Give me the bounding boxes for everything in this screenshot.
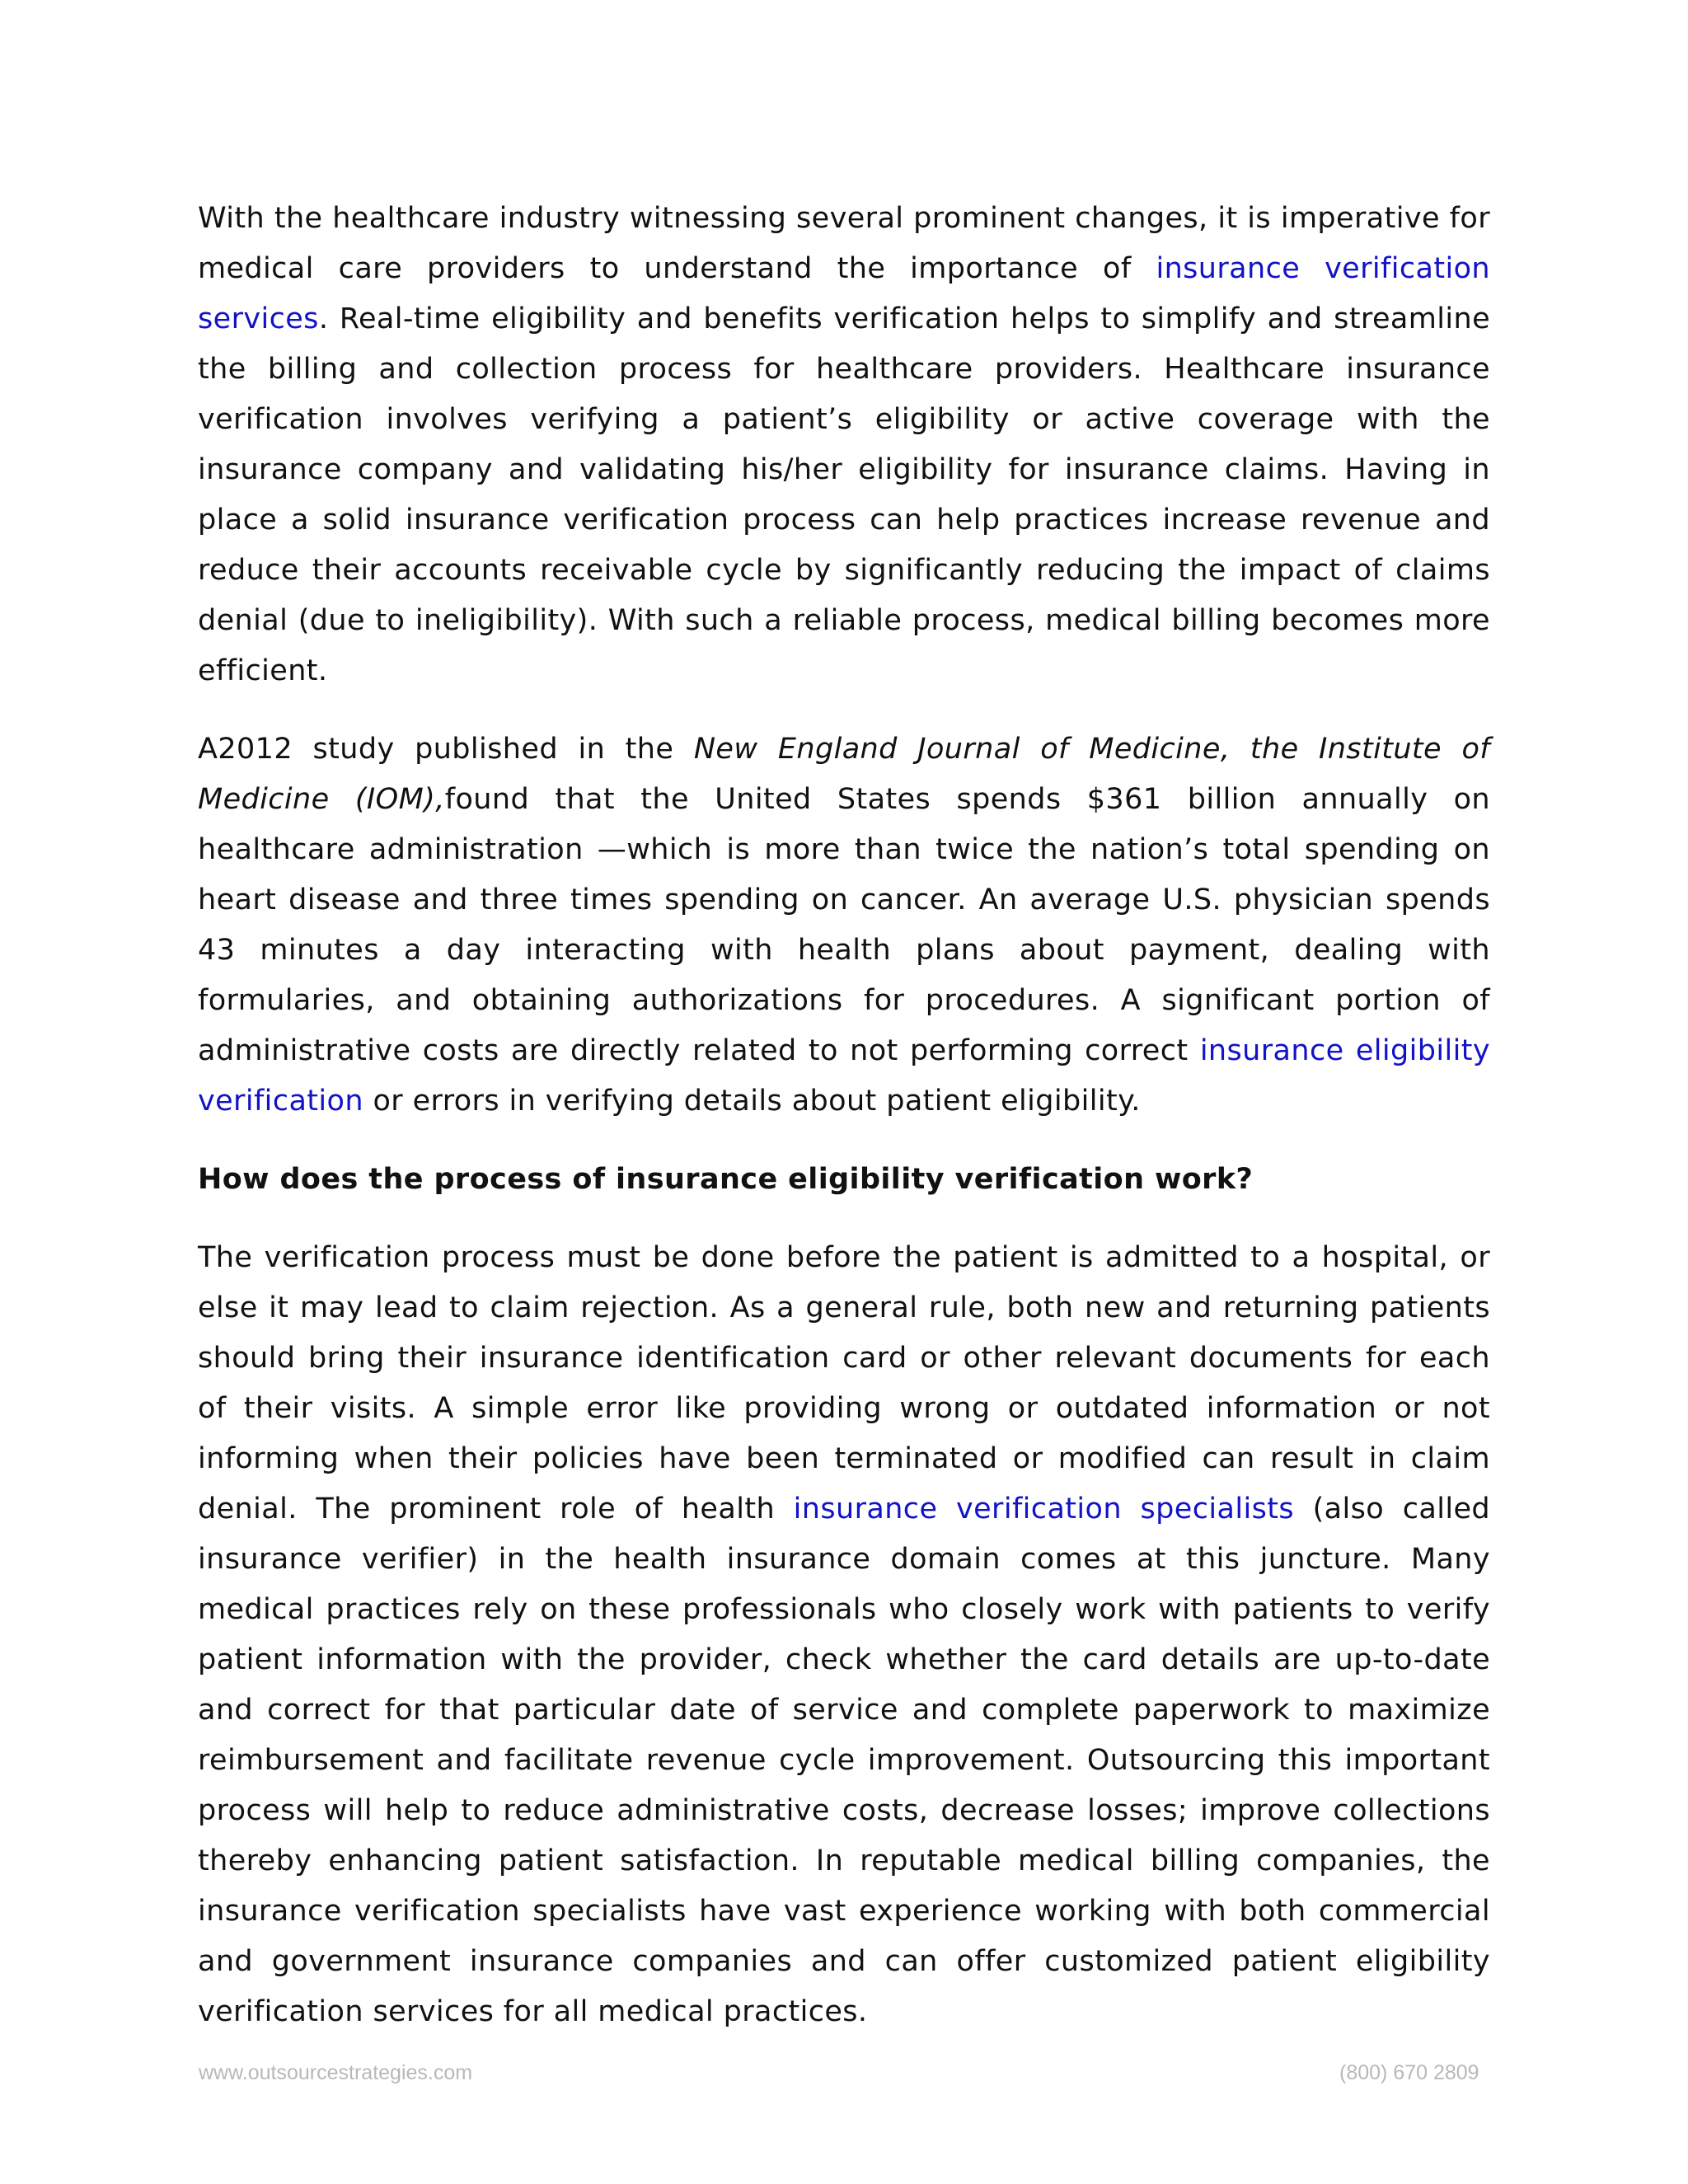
paragraph-process [198,1233,1490,2037]
footer-phone: (800) 670 2809 [1339,2061,1479,2084]
paragraph-intro [198,194,1490,696]
paragraph-intro-text-start: With the healthcare industry witnessing several prominent changes, it is imperative for medical care providers to understand the importance of [198,202,1490,285]
section-heading: How does the process of insurance eligibility verification work? [198,1163,1254,1196]
paragraph-study-text-middle: found that the United States spends $361 billion annually on healthcare administration —which is more than twice the nation’s total spending on heart disease and three times spending on cancer. An average U.S. physician spends 43 minutes a day interacting with health plans about payment, dealing with formularies, and obtaining authorizations for procedures. A significant portion of administrative costs are directly related to not performing correct [198,783,1490,1067]
journal-citation: New England Journal of Medicine, the Institute of Medicine (IOM), [198,733,1490,816]
footer-website: www.outsourcestrategies.com [199,2061,473,2084]
paragraph-study-text-start: A2012 study published in the [198,733,694,766]
paragraph-study-text-end: or errors in verifying details about patient eligibility. [363,1085,1141,1118]
insurance-eligibility-verification-link[interactable]: insurance eligibility verification [198,1034,1490,1118]
paragraph-process-text-start: The verification process must be done before the patient is admitted to a hospital, or else it may lead to claim rejection. As a general rule, both new and returning patients should bring their insurance identification card or other relevant documents for each of their visits. A simple error like providing wrong or outdated information or not informing when their policies have been terminated or modified can result in claim denial. The prominent role of health [198,1241,1490,1526]
article-body [198,194,1490,2065]
paragraph-intro-text-end: . Real-time eligibility and benefits verification helps to simplify and streamline the billing and collection process for healthcare providers. Healthcare insurance verification involves verifying a patient’s eligibility or active coverage with the insurance company and validating his/her eligibility for insurance claims. Having in place a solid insurance verification process can help practices increase revenue and reduce their accounts receivable cycle by significantly reducing the impact of claims denial (due to ineligibility). With such a reliable process, medical billing becomes more efficient. [198,302,1490,687]
paragraph-process-text-end: (also called insurance verifier) in the health insurance domain comes at this juncture. Many medical practices rely on these professionals who closely work with patients to verify patient information with the provider, check whether the card details are up-to-date and correct for that particular date of service and complete paperwork to maximize reimbursement and facilitate revenue cycle improvement. Outsourcing this important process will help to reduce administrative costs, decrease losses; improve collections thereby enhancing patient satisfaction. In reputable medical billing companies, the insurance verification specialists have vast experience working with both commercial and government insurance companies and can offer customized patient eligibility verification services for all medical practices. [198,1493,1490,2028]
insurance-verification-services-link[interactable]: insurance verification services [198,252,1491,335]
paragraph-study [198,724,1490,1127]
insurance-verification-specialists-link[interactable]: insurance verification specialists [793,1493,1294,1526]
